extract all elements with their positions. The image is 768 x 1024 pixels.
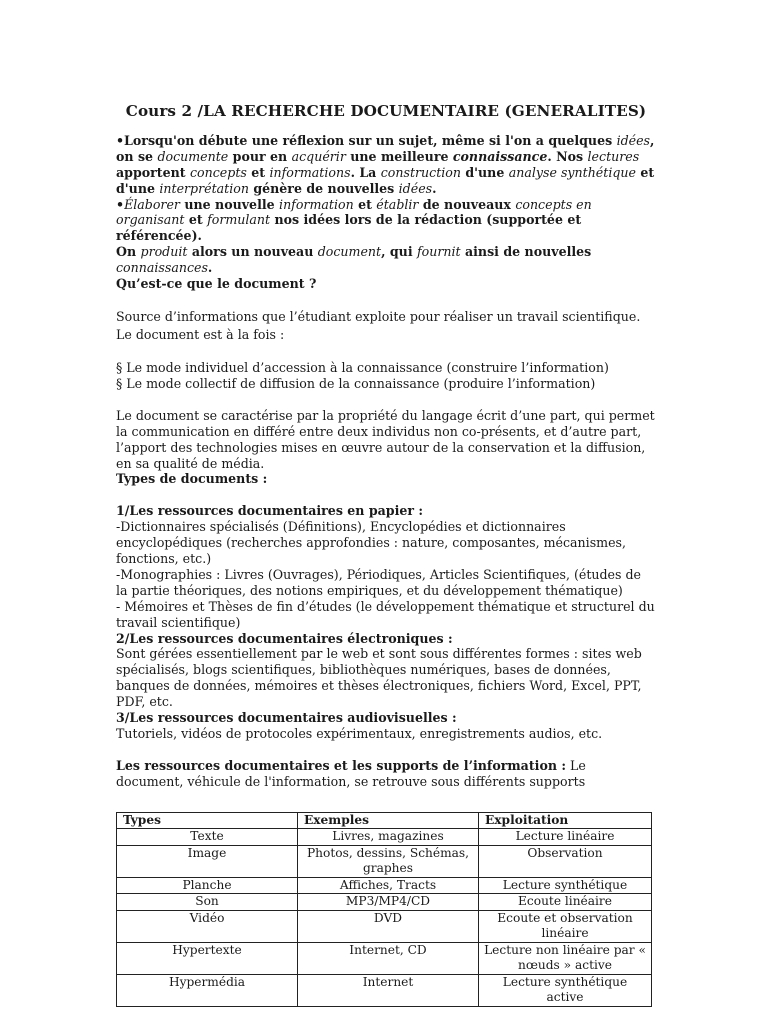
table-cell: Image: [117, 845, 298, 877]
audiovisual-text: Tutoriels, vidéos de protocoles expérimentaux, enregistrements audios, etc.: [116, 726, 603, 741]
document-title: Cours 2 /LA RECHERCHE DOCUMENTAIRE (GENERALITES): [125, 102, 647, 120]
table-row: [117, 910, 652, 942]
table-cell: Ecoute linéaire: [479, 894, 652, 911]
table-row: [117, 829, 652, 846]
table-cell: Photos, dessins, Schémas, graphes: [298, 845, 479, 877]
table-cell: Affiches, Tracts: [298, 877, 479, 894]
mode-item-collective: § Le mode collectif de diffusion de la connaissance (produire l’information): [116, 375, 596, 391]
intro-paragraph-3: On produit alors un nouveau document, qui fournit ainsi de nouvelles connaissances.: [116, 244, 592, 276]
table-cell: Hypertexte: [117, 942, 298, 974]
question-heading: Qu’est-ce que le document ?: [116, 276, 317, 292]
table-cell: Son: [117, 894, 298, 911]
mode-item-individual: § Le mode individuel d’accession à la connaissance (construire l’information): [116, 359, 609, 375]
table-header-examples: Exemples: [298, 812, 479, 829]
supports-table: [116, 812, 652, 1007]
audiovisual-heading: 3/Les ressources documentaires audiovisuelles :: [116, 710, 457, 726]
supports-heading: Les ressources documentaires et les supports de l’information :: [116, 757, 567, 773]
table-row: [117, 894, 652, 911]
electronic-heading: 2/Les ressources documentaires électroniques :: [116, 630, 453, 646]
table-cell: Texte: [117, 829, 298, 846]
table-row: [117, 877, 652, 894]
table-cell: Lecture synthétique: [479, 877, 652, 894]
table-row: [117, 974, 652, 1006]
electronic-text: Sont gérées essentiellement par le web et sont sous différentes formes : sites web spécialisés, blogs scientifiques, bibliothèques numériques, bases de données, banques de données, mémoires et thèses électroniques, fichiers Word, Excel, PPT, PDF, etc.: [116, 646, 642, 710]
table-cell: Internet, CD: [298, 942, 479, 974]
paper-line-monographs: -Monographies : Livres (Ouvrages), Périodiques, Articles Scientifiques, (études de la partie théoriques, des notions empiriques, et du développement thématique): [116, 566, 641, 598]
table-cell: Vidéo: [117, 910, 298, 942]
table-row: [117, 845, 652, 877]
table-header-types: Types: [117, 812, 298, 829]
intro-paragraph-1: •Lorsqu'on débute une réflexion sur un sujet, même si l'on a quelques idées, on se documente pour en acquérir une meilleure connaissance. Nos lectures apportent concepts et informations. La construction d'une analyse synthétique et d'une interprétation génère de nouvelles idées.: [116, 132, 655, 196]
document-page: [116, 104, 656, 1007]
table-cell: Lecture linéaire: [479, 829, 652, 846]
table-header-exploitation: Exploitation: [479, 812, 652, 829]
table-cell: MP3/MP4/CD: [298, 894, 479, 911]
types-heading: Types de documents :: [116, 471, 268, 487]
table-cell: Ecoute et observation linéaire: [479, 910, 652, 942]
table-cell: Planche: [117, 877, 298, 894]
table-header-row: [117, 812, 652, 829]
paper-line-dictionaries: -Dictionnaires spécialisés (Définitions), Encyclopédies et dictionnaires encyclopédiques (recherches approfondies : nature, composantes, mécanismes, fonctions, etc.): [116, 519, 627, 567]
supports-paragraph: [116, 758, 656, 790]
table-cell: Observation: [479, 845, 652, 877]
characterization-paragraph: Le document se caractérise par la propriété du langage écrit d’une part, qui permet la communication en différé entre deux individus non co-présents, et d’autre part, l’apport des technologies mises en œuvre autour de la conservation et la diffusion, en sa qualité de média.: [116, 407, 655, 471]
supports-text: Le document, véhicule de l'information, se retrouve sous différents supports: [116, 757, 586, 789]
table-cell: Internet: [298, 974, 479, 1006]
table-cell: Lecture synthétique active: [479, 974, 652, 1006]
paper-line-theses: - Mémoires et Thèses de fin d’études (le développement thématique et structurel du travail scientifique): [116, 598, 655, 630]
table-cell: Hypermédia: [117, 974, 298, 1006]
paper-heading: 1/Les ressources documentaires en papier :: [116, 503, 424, 519]
table-cell: Livres, magazines: [298, 829, 479, 846]
table-cell: Lecture non linéaire par « nœuds » active: [479, 942, 652, 974]
table-cell: DVD: [298, 910, 479, 942]
definition-paragraph: Source d’informations que l’étudiant exploite pour réaliser un travail scientifique. Le document est à la fois :: [116, 308, 657, 342]
table-row: [117, 942, 652, 974]
intro-paragraph-2: •Élaborer une nouvelle information et établir de nouveaux concepts en organisant et formulant nos idées lors de la rédaction (supportée et référencée).: [116, 196, 592, 244]
